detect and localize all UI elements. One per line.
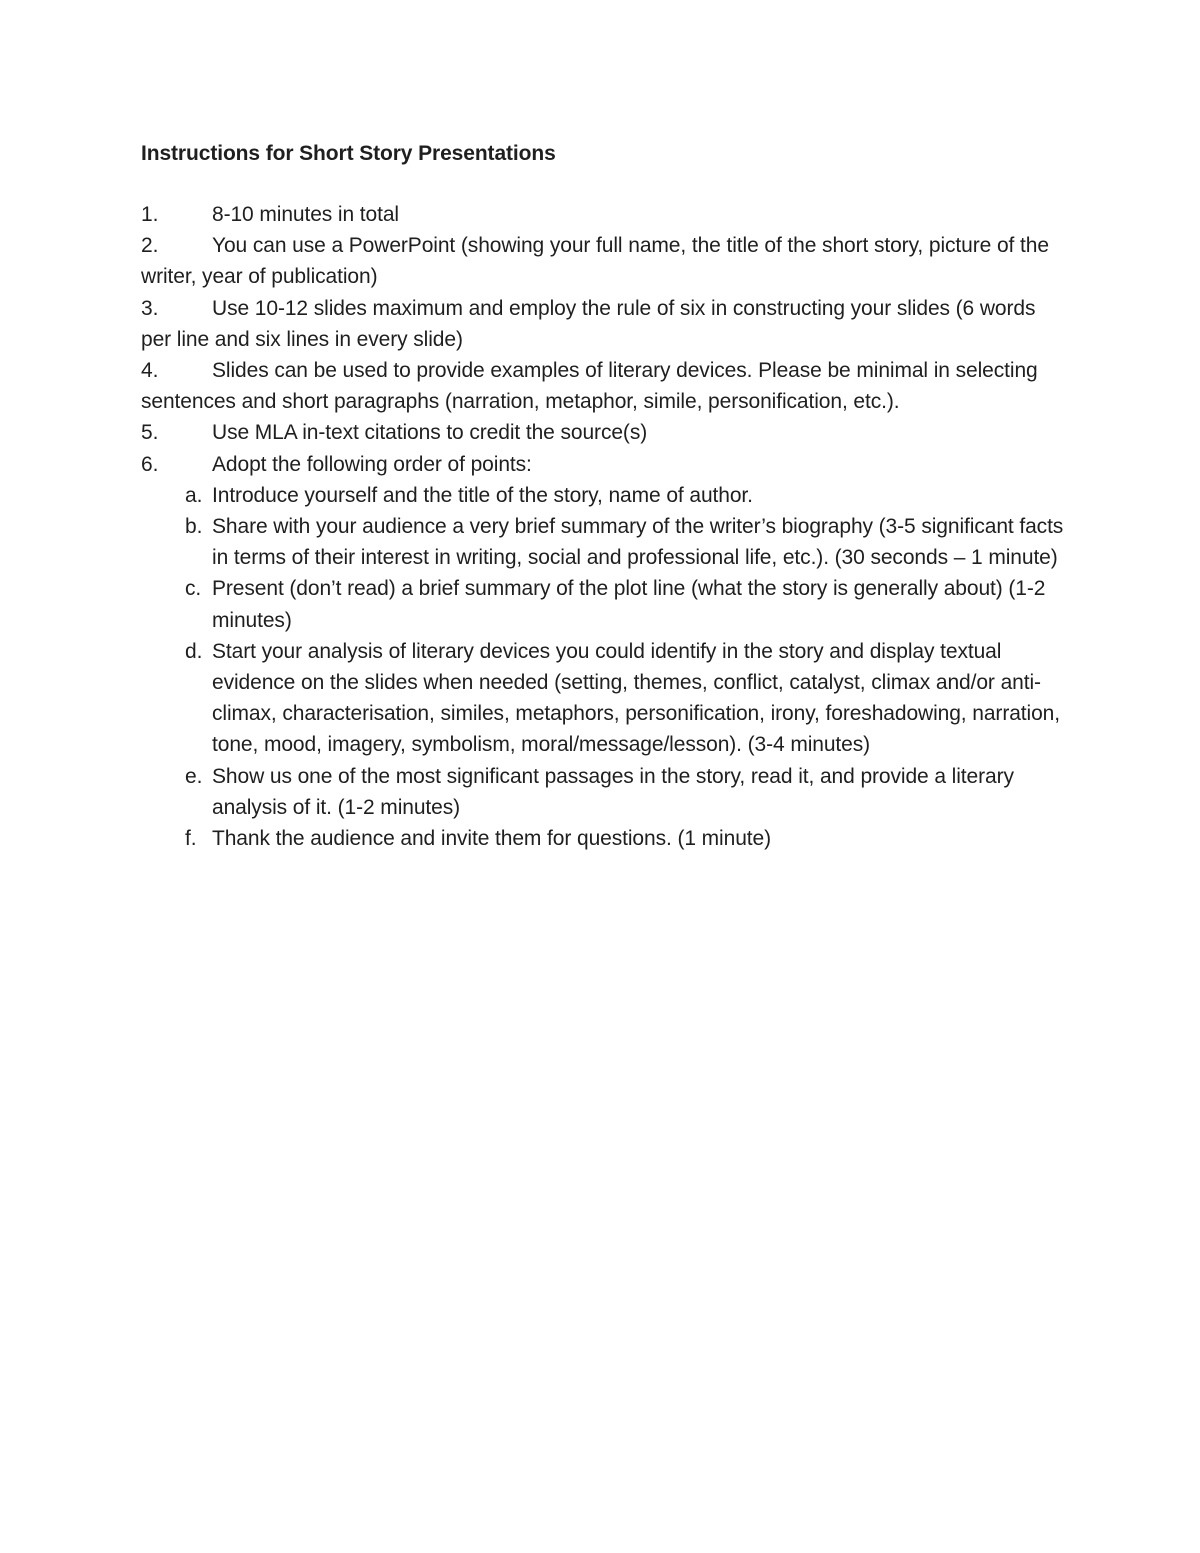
sub-list-item-text: Show us one of the most significant passages in the story, read it, and provide a literary analysis of it. (1-2 minutes) (212, 764, 1014, 819)
list-item-text: Use 10-12 slides maximum and employ the rule of six in constructing your slides (6 words per line and six lines in every slide) (141, 296, 1036, 351)
list-item (141, 199, 1066, 230)
list-item-text: Slides can be used to provide examples of literary devices. Please be minimal in selecting sentences and short paragraphs (narration, metaphor, simile, personification, etc.). (141, 359, 1038, 414)
sub-list-item-letter: f. (185, 827, 197, 851)
sub-list-item-letter: c. (185, 577, 202, 601)
list-item-number: 5. (141, 421, 159, 445)
list-item (141, 355, 1066, 417)
sub-list-item-text: Introduce yourself and the title of the story, name of author. (212, 483, 753, 507)
sub-list-item (185, 480, 1066, 511)
list-item-text: Use MLA in-text citations to credit the source(s) (212, 421, 648, 445)
sub-list (141, 480, 1066, 854)
sub-list-item (185, 823, 1066, 854)
sub-list-item-text: Start your analysis of literary devices you could identify in the story and display textual evidence on the slides when needed (setting, themes, conflict, catalyst, climax and/or anti-climax, characterisation, similes, metaphors, personification, irony, foreshadowing, narration, tone, mood, imagery, symbolism, moral/message/lesson). (3-4 minutes) (212, 639, 1060, 757)
sub-list-item-letter: b. (185, 515, 203, 539)
list-item-text: 8-10 minutes in total (212, 203, 400, 226)
sub-list-item-text: Share with your audience a very brief summary of the writer’s biography (3-5 significant facts in terms of their interest in writing, social and professional life, etc.). (30 seconds – 1 minute) (212, 515, 1064, 570)
list-item (141, 449, 1066, 480)
sub-list-item (185, 761, 1066, 823)
list-item (141, 230, 1066, 292)
list-item-number: 2. (141, 234, 159, 258)
list-item (141, 293, 1066, 355)
list-item-text: Adopt the following order of points: (212, 452, 532, 476)
sub-list-item-letter: d. (185, 639, 203, 663)
sub-list-item (185, 573, 1066, 635)
document-title: Instructions for Short Story Presentations (141, 142, 556, 165)
sub-list-item-text: Present (don’t read) a brief summary of the plot line (what the story is generally about) (1-2 minutes) (212, 577, 1046, 632)
list-item-number: 1. (141, 203, 159, 226)
sub-list-item-letter: e. (185, 764, 203, 788)
list-item-number: 3. (141, 296, 159, 320)
list-item-number: 6. (141, 452, 159, 476)
sub-list-item-letter: a. (185, 483, 203, 507)
document-body (141, 138, 1066, 854)
sub-list-item (185, 636, 1066, 761)
sub-list-item-text: Thank the audience and invite them for questions. (1 minute) (212, 827, 771, 851)
sub-list-item (185, 511, 1066, 573)
list-item (141, 417, 1066, 448)
list-item-number: 4. (141, 359, 159, 383)
list-item-text: You can use a PowerPoint (showing your full name, the title of the short story, picture of the writer, year of publication) (141, 234, 1049, 289)
